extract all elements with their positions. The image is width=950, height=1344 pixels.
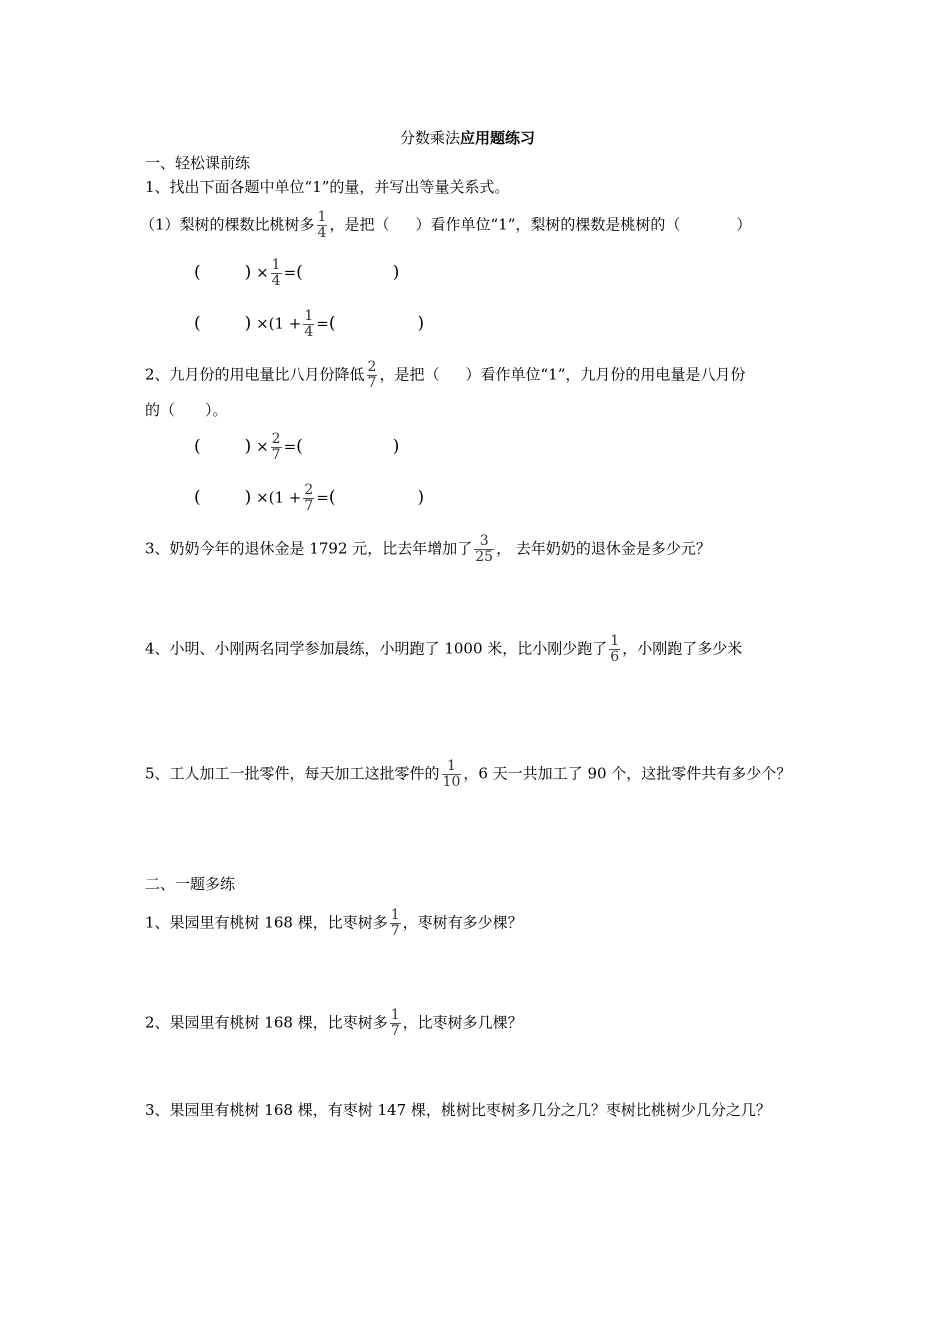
- frac-num: 1: [304, 308, 314, 324]
- blank-open-paren: (: [194, 313, 201, 334]
- frac-num: 2: [271, 431, 281, 447]
- q2-question: [145, 360, 745, 391]
- q1-sub-prefix: （1）梨树的棵数比桃树多: [140, 215, 315, 234]
- frac-den: 7: [367, 375, 377, 391]
- q5-question: [145, 759, 791, 790]
- frac-den: 25: [475, 549, 494, 565]
- frac-num: 3: [474, 534, 494, 550]
- frac-den: 4: [304, 324, 314, 340]
- frac-num: 1: [390, 907, 400, 923]
- q1-sub-mid: ，是把（: [329, 215, 390, 234]
- eq-fraction: [271, 258, 282, 289]
- blank-open-paren: (: [194, 436, 201, 457]
- eq-fraction: [303, 483, 314, 514]
- q5-prefix: 5、工人加工一批零件，每天加工这批零件的: [145, 764, 440, 783]
- q3-suffix: ， 去年奶奶的退休金是多少元？: [496, 539, 711, 558]
- result-close-paren: ): [392, 262, 400, 283]
- q4-fraction: [609, 634, 620, 665]
- equals-sign: =: [316, 488, 329, 507]
- frac-den: 7: [390, 1023, 400, 1039]
- q1-sub-mid2: ）看作单位“1”，梨树的棵数是桃树的（: [415, 215, 681, 234]
- eq-fraction: [303, 309, 314, 340]
- q1-sub-end: ）: [736, 215, 752, 234]
- q3-fraction: [474, 534, 494, 565]
- result-close-paren: ): [417, 313, 425, 334]
- section1-heading: 一、轻松课前练: [145, 154, 251, 172]
- frac-den: 7: [271, 447, 281, 463]
- q1-sub: [140, 210, 751, 241]
- s2-q2-prefix: 2、果园里有桃树 168 棵，比枣树多: [145, 1013, 388, 1032]
- eq-fraction: [271, 432, 282, 463]
- result-open-paren: (: [328, 487, 336, 508]
- q3-question: [145, 534, 711, 565]
- s2-q1-suffix: ，枣树有多少棵？: [402, 913, 523, 932]
- times-sign: ×: [256, 437, 269, 456]
- equals-sign: =: [283, 263, 297, 282]
- frac-num: 1: [610, 633, 620, 649]
- result-close-paren: ): [417, 487, 425, 508]
- q1-fraction: [317, 210, 328, 241]
- q5-fraction: [442, 759, 462, 790]
- q1-equation-2: [194, 309, 424, 340]
- q3-prefix: 3、奶奶今年的退休金是 1792 元，比去年增加了: [145, 539, 473, 558]
- blank-open-paren: (: [194, 262, 201, 283]
- frac-den: 4: [317, 225, 327, 241]
- s2-q1-prefix: 1、果园里有桃树 168 棵，比枣树多: [145, 913, 388, 932]
- frac-num: 1: [271, 257, 281, 273]
- frac-den: 7: [390, 923, 400, 939]
- frac-num: 1: [317, 209, 327, 225]
- q5-suffix: ，6 天一共加工了 90 个，这批零件共有多少个？: [463, 764, 792, 783]
- result-open-paren: (: [296, 262, 303, 283]
- s2-q2-fraction: [390, 1008, 401, 1039]
- blank-close-paren: ): [244, 262, 252, 283]
- equals-sign: =: [316, 314, 329, 333]
- result-open-paren: (: [328, 313, 336, 334]
- equals-sign: =: [283, 437, 297, 456]
- frac-num: 1: [442, 759, 462, 775]
- q2-mid: ，是把（: [379, 365, 440, 384]
- q2-equation-1: [194, 432, 399, 463]
- blank-close-paren: ): [244, 436, 252, 457]
- times-sign: ×(1 +: [256, 314, 302, 333]
- s2-q3-question: 3、果园里有桃树 168 棵，有枣树 147 棵，桃树比枣树多几分之几？枣树比桃树少几分之几？: [145, 1101, 771, 1119]
- times-sign: ×: [256, 263, 269, 282]
- q2-mid2: ）看作单位“1”，九月份的用电量是八月份: [465, 365, 746, 384]
- blank-close-paren: ): [244, 487, 252, 508]
- section2-heading: 二、一题多练: [145, 875, 236, 893]
- q4-suffix: ，小刚跑了多少米: [622, 639, 743, 658]
- s2-q2-suffix: ，比枣树多几棵？: [402, 1013, 523, 1032]
- frac-num: 1: [390, 1007, 400, 1023]
- s2-q2-question: [145, 1008, 523, 1039]
- times-sign: ×(1 +: [256, 488, 302, 507]
- q2-prefix: 2、九月份的用电量比八月份降低: [145, 365, 365, 384]
- frac-num: 2: [304, 482, 314, 498]
- frac-den: 7: [304, 498, 314, 514]
- blank-close-paren: ): [244, 313, 252, 334]
- frac-den: 10: [442, 774, 461, 790]
- s2-q1-fraction: [390, 908, 401, 939]
- frac-den: 6: [610, 649, 620, 665]
- s2-q1-question: [145, 908, 523, 939]
- result-open-paren: (: [296, 436, 303, 457]
- q4-prefix: 4、小明、小刚两名同学参加晨练，小明跑了 1000 米，比小刚少跑了: [145, 639, 608, 658]
- q2-fraction: [367, 360, 378, 391]
- q2-equation-2: [194, 483, 424, 514]
- q4-question: [145, 634, 742, 665]
- q2-line2: 的（ ）。: [145, 401, 228, 419]
- page-title: [400, 128, 535, 148]
- q1-intro: 1、找出下面各题中单位“1”的量，并写出等量关系式。: [145, 178, 510, 196]
- title-part1: 分数乘法: [400, 129, 461, 147]
- frac-num: 2: [367, 359, 377, 375]
- blank-open-paren: (: [194, 487, 201, 508]
- q1-equation-1: [194, 258, 399, 289]
- result-close-paren: ): [392, 436, 400, 457]
- title-part2: 应用题练习: [460, 129, 536, 147]
- frac-den: 4: [271, 273, 281, 289]
